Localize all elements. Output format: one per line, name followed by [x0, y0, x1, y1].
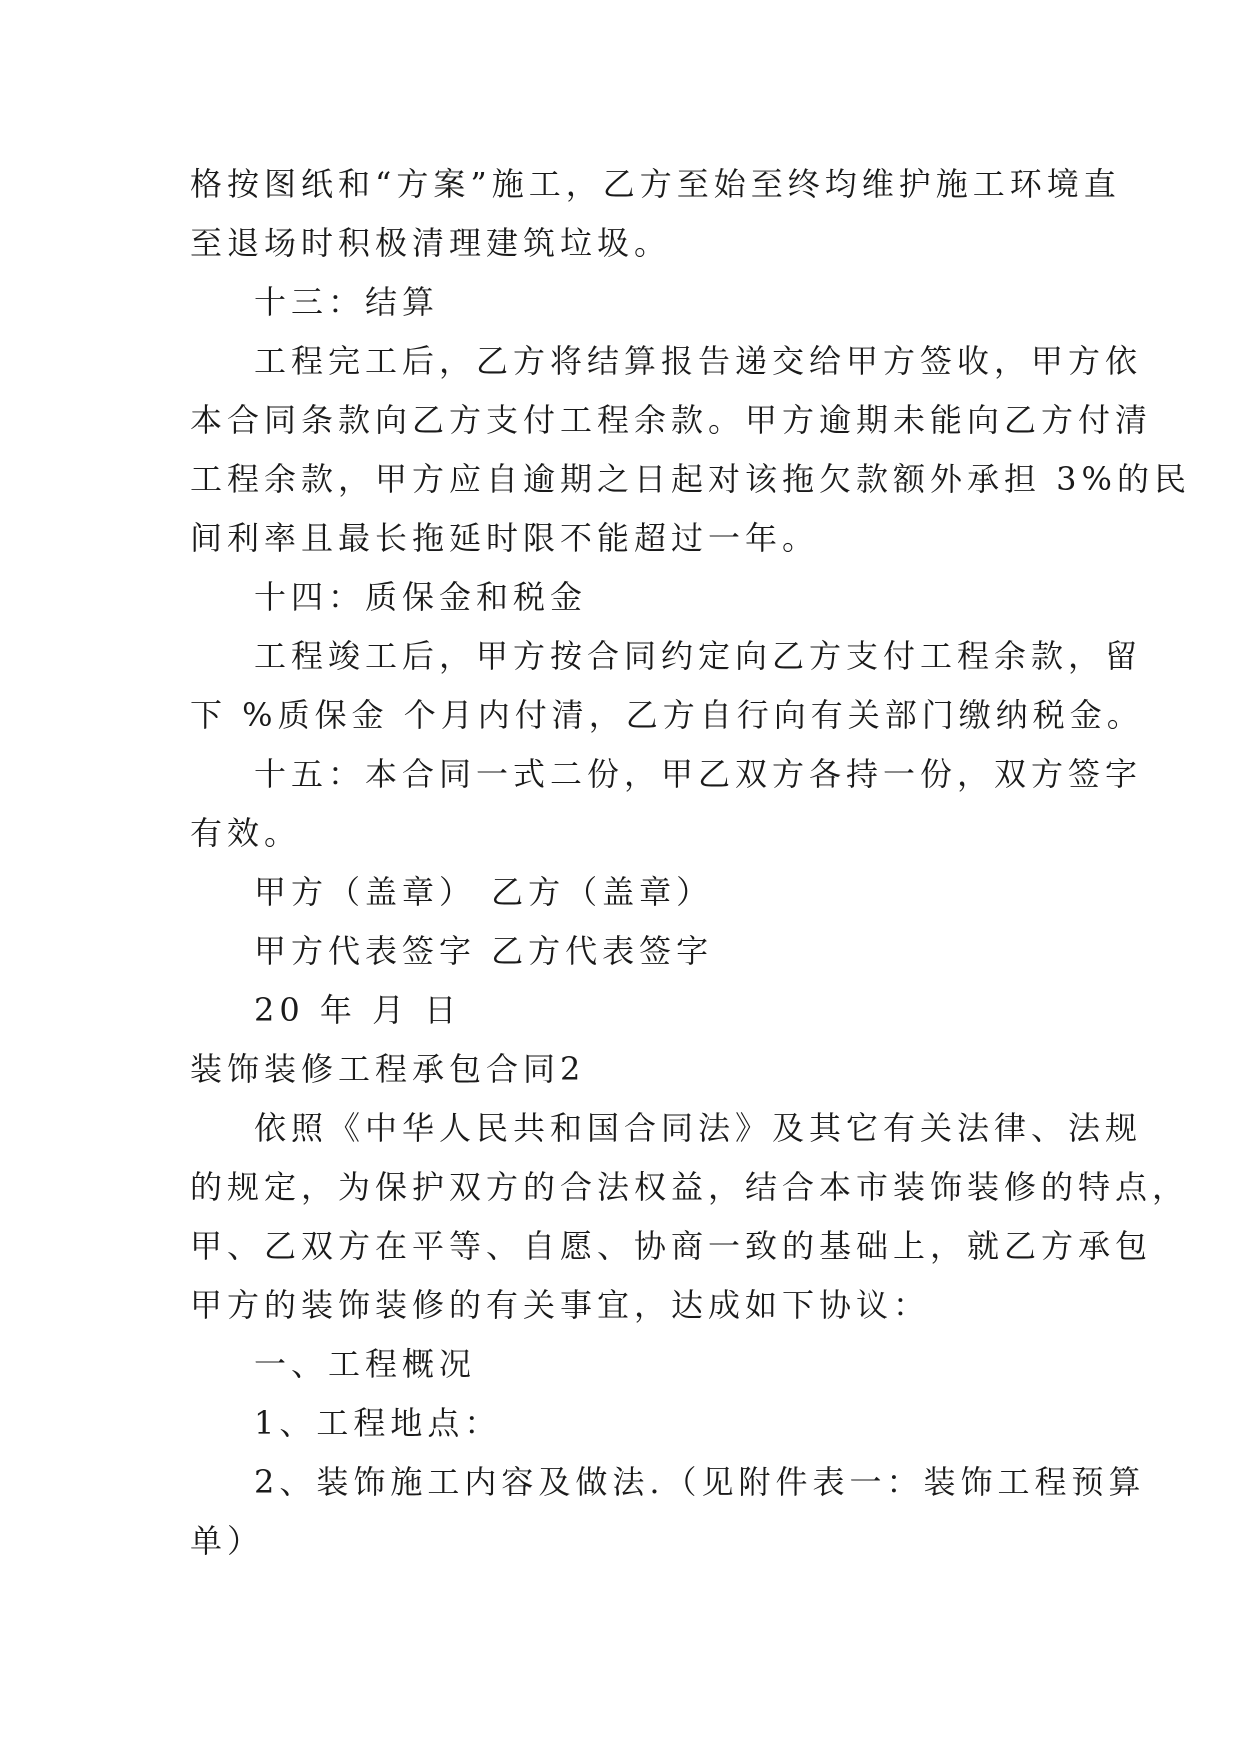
list-item: 2、装饰施工内容及做法.（见附件表一：装饰工程预算	[254, 1463, 1146, 1501]
paragraph-line: 单）	[190, 1522, 265, 1560]
paragraph-line: 依照《中华人民共和国合同法》及其它有关法律、法规	[254, 1109, 1143, 1147]
section-heading-14: 十四：质保金和税金	[254, 578, 588, 616]
list-item: 1、工程地点：	[254, 1404, 502, 1442]
section-heading-13: 十三：结算	[254, 283, 440, 321]
paragraph-line: 有效。	[190, 814, 302, 852]
paragraph-line: 工程余款，甲方应自逾期之日起对该拖欠款额外承担 3%的民	[190, 460, 1191, 498]
section-heading-15: 十五：本合同一式二份，甲乙双方各持一份，双方签字	[254, 755, 1143, 793]
seal-line: 甲方（盖章） 乙方（盖章）	[254, 873, 714, 911]
document-title: 装饰装修工程承包合同2	[190, 1050, 586, 1088]
section-heading-1: 一、工程概况	[254, 1345, 477, 1383]
paragraph-line: 格按图纸和“方案”施工，乙方至始至终均维护施工环境直	[190, 165, 1121, 203]
paragraph-line: 间利率且最长拖延时限不能超过一年。	[190, 519, 820, 557]
paragraph-line: 下 %质保金 个月内付清，乙方自行向有关部门缴纳税金。	[190, 696, 1144, 734]
date-line: 20 年 月 日	[254, 991, 462, 1029]
paragraph-line: 至退场时积极清理建筑垃圾。	[190, 224, 672, 262]
paragraph-line: 工程竣工后，甲方按合同约定向乙方支付工程余款，留	[254, 637, 1143, 675]
paragraph-line: 甲方的装饰装修的有关事宜，达成如下协议：	[190, 1286, 931, 1324]
paragraph-line: 的规定，为保护双方的合法权益，结合本市装饰装修的特点，	[190, 1168, 1190, 1206]
paragraph-line: 工程完工后，乙方将结算报告递交给甲方签收，甲方依	[254, 342, 1143, 380]
paragraph-line: 本合同条款向乙方支付工程余款。甲方逾期未能向乙方付清	[190, 401, 1153, 439]
signature-line: 甲方代表签字 乙方代表签字	[254, 932, 714, 970]
paragraph-line: 甲、乙双方在平等、自愿、协商一致的基础上，就乙方承包	[190, 1227, 1153, 1265]
